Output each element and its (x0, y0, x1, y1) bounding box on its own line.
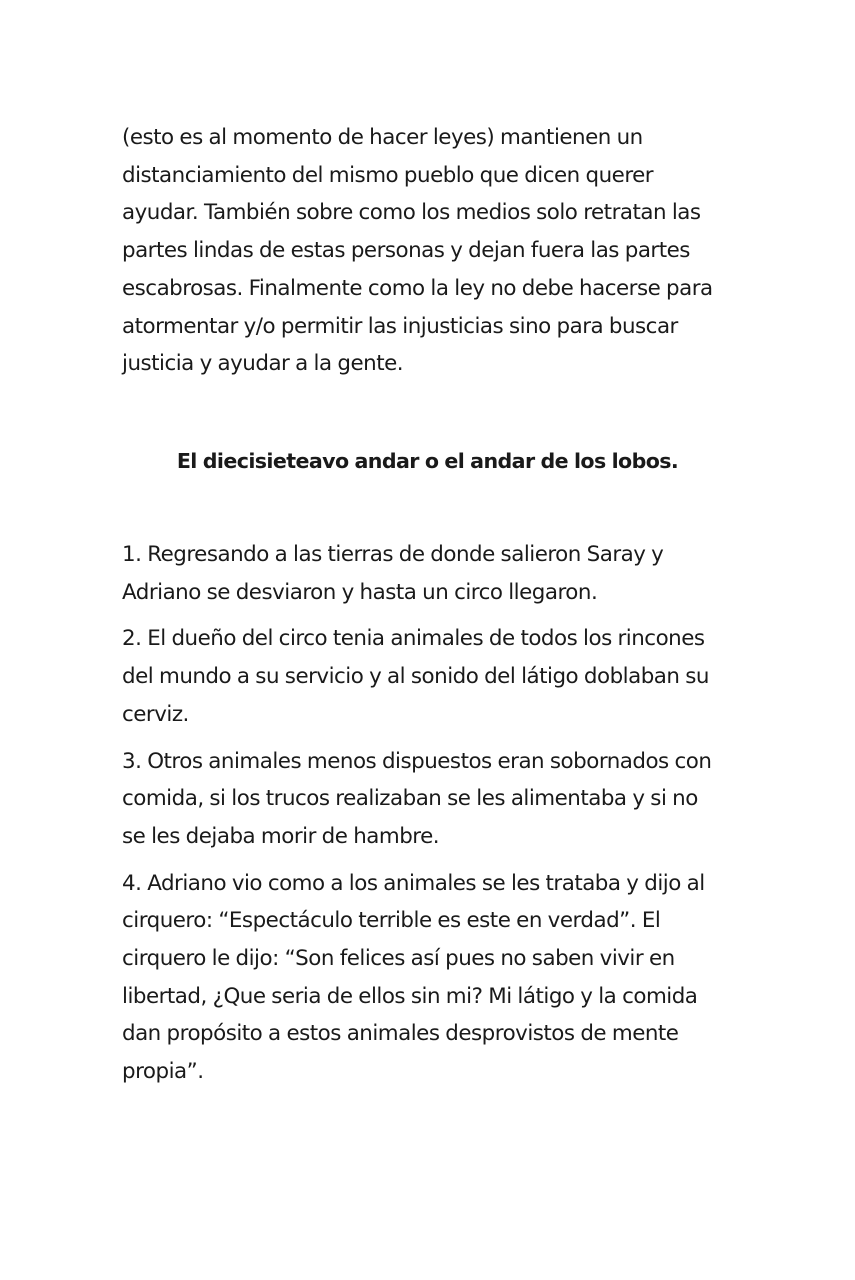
text-line: ayudar. También sobre como los medios solo retratan las (122, 200, 701, 226)
text-line: partes lindas de estas personas y dejan fuera las partes (122, 238, 690, 264)
verse-list (122, 536, 734, 1100)
text-line: justicia y ayudar a la gente. (122, 351, 404, 377)
text-line: 1. Regresando a las tierras de donde salieron Saray y (122, 542, 664, 567)
text-line: dan propósito a estos animales desprovistos de mente (122, 1021, 679, 1047)
chapter-title: El diecisieteavo andar o el andar de los lobos. (176, 449, 679, 473)
text-line: (esto es al momento de hacer leyes) mantienen un (122, 125, 643, 150)
text-line: se les dejaba morir de hambre. (122, 823, 440, 849)
text-line: distanciamiento del mismo pueblo que dicen querer (122, 162, 654, 188)
text-line: cirquero: “Espectáculo terrible es este en verdad”. El (122, 908, 661, 934)
text-line: comida, si los trucos realizaban se les alimentaba y si no (122, 786, 698, 812)
text-line: atormentar y/o permitir las injusticias sino para buscar (122, 313, 678, 339)
text-line: cerviz. (122, 701, 189, 727)
text-line: del mundo a su servicio y al sonido del látigo doblaban su (122, 664, 709, 690)
text-line: escabrosas. Finalmente como la ley no debe hacerse para (122, 275, 713, 301)
verse-4 (122, 865, 734, 1091)
verse-3 (122, 743, 734, 856)
text-line: propia”. (122, 1059, 204, 1085)
text-line: 2. El dueño del circo tenia animales de todos los rincones (122, 626, 705, 652)
verse-2 (122, 620, 734, 733)
verse-1 (122, 536, 734, 611)
text-line: Adriano se desviaron y hasta un circo llegaron. (122, 579, 598, 605)
intro-paragraph (122, 119, 734, 383)
text-line: cirquero le dijo: “Son felices así pues no saben vivir en (122, 946, 675, 972)
text-line: 3. Otros animales menos dispuestos eran sobornados con (122, 748, 712, 774)
text-line: libertad, ¿Que seria de ellos sin mi? Mi látigo y la comida (122, 983, 698, 1009)
text-line: 4. Adriano vio como a los animales se les trataba y dijo al (122, 870, 705, 896)
